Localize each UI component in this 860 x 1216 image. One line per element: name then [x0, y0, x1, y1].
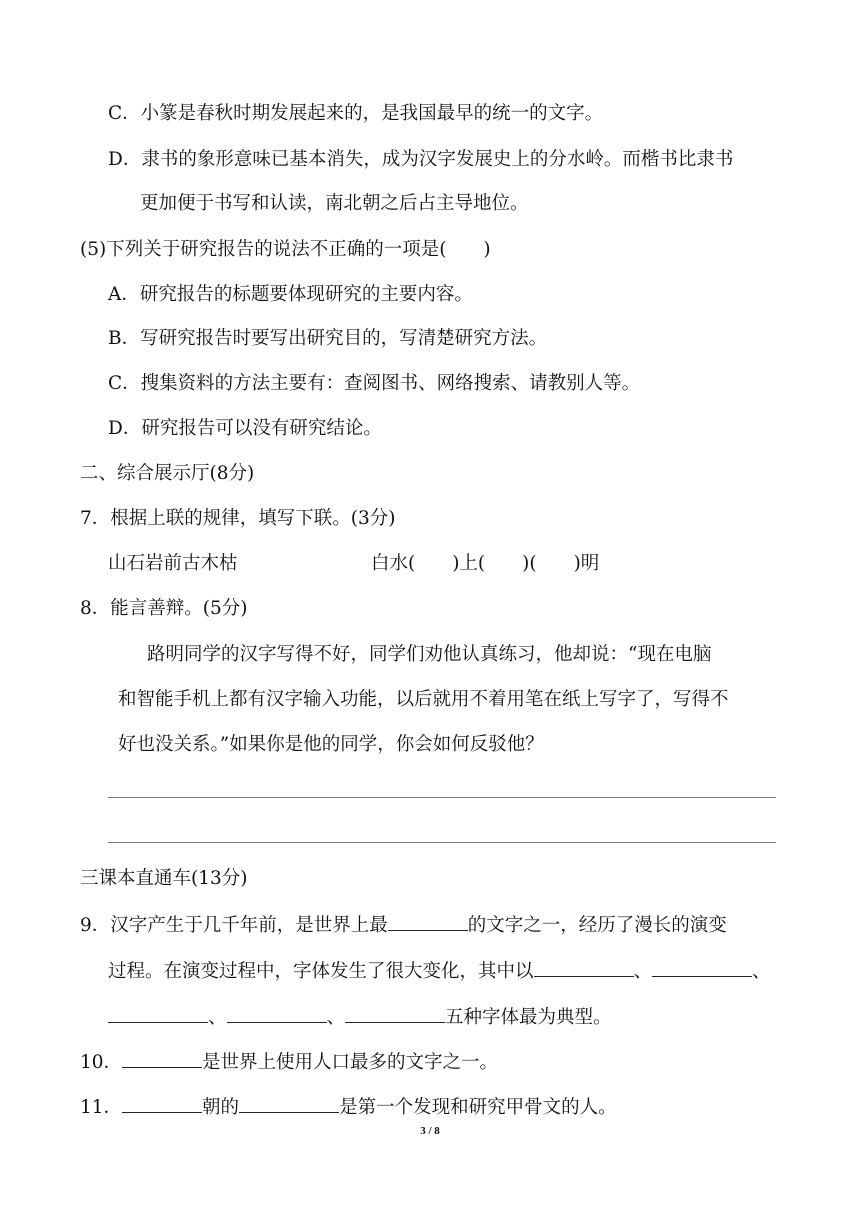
- q9-blank-2[interactable]: [534, 956, 634, 977]
- q9-separator: 、: [752, 961, 771, 982]
- q6-option-d-line2: 更加便于书写和认读，南北朝之后占主导地位。: [140, 193, 529, 214]
- q9-text-end: 五种字体最为典型。: [445, 1007, 612, 1028]
- section-3-title: 三课本直通车(13分): [80, 868, 248, 889]
- q9-text-b: 的文字之一，经历了漫长的演变: [467, 915, 727, 936]
- q6-5-option-a: A．研究报告的标题要体现研究的主要内容。: [108, 284, 473, 305]
- q6-5-option-d: D．研究报告可以没有研究结论。: [108, 418, 382, 439]
- q6-option-d-line1: D．隶书的象形意味已基本消失，成为汉字发展史上的分水岭。而楷书比隶书: [108, 149, 734, 170]
- q9-separator: 、: [208, 1007, 227, 1028]
- q11-blank-1[interactable]: [122, 1092, 202, 1113]
- q9-blank-6[interactable]: [345, 1002, 445, 1023]
- answer-line-2[interactable]: [108, 842, 776, 843]
- section-2-title: 二、综合展示厅(8分): [80, 463, 255, 484]
- q11-text-mid: 朝的: [202, 1097, 240, 1118]
- q6-option-c: C．小篆是春秋时期发展起来的，是我国最早的统一的文字。: [108, 103, 604, 124]
- q6-5-option-b: B．写研究报告时要写出研究目的，写清楚研究方法。: [108, 328, 548, 349]
- q9-line1: [80, 910, 727, 940]
- q9-line2: [108, 956, 771, 986]
- q6-5-option-c: C．搜集资料的方法主要有：查阅图书、网络搜索、请教别人等。: [108, 373, 641, 394]
- q9-blank-3[interactable]: [652, 956, 752, 977]
- q10-blank[interactable]: [122, 1047, 202, 1068]
- q9-blank-5[interactable]: [227, 1002, 327, 1023]
- q10-text: 是世界上使用人口最多的文字之一。: [202, 1052, 499, 1073]
- q7-upper-couplet: 山石岩前古木枯: [108, 553, 238, 574]
- q11-number: 11．: [80, 1097, 123, 1118]
- q8-paragraph-line1: 路明同学的汉字写得不好，同学们劝他认真练习，他却说：“现在电脑: [147, 644, 712, 665]
- q7-lower-couplet: 白水( )上( )( )明: [371, 553, 600, 574]
- page-number: 3 / 8: [420, 1125, 440, 1137]
- q9-separator: 、: [633, 961, 653, 982]
- q9-text-a: 9．汉字产生于几千年前，是世界上最: [80, 915, 388, 936]
- q8-paragraph-line2: 和智能手机上都有汉字输入功能，以后就用不着用笔在纸上写字了，写得不: [118, 689, 729, 710]
- q9-text-c: 过程。在演变过程中，字体发生了很大变化，其中以: [108, 961, 534, 982]
- q8-paragraph-line3: 好也没关系。”如果你是他的同学，你会如何反驳他？: [118, 734, 544, 755]
- q11-text: 是第一个发现和研究甲骨文的人。: [339, 1097, 617, 1118]
- q9-separator: 、: [326, 1007, 346, 1028]
- q10-line: [80, 1047, 498, 1077]
- q6-5-stem: (5)下列关于研究报告的说法不正确的一项是( ): [80, 239, 491, 260]
- q11-blank-2[interactable]: [239, 1092, 339, 1113]
- q9-blank-4[interactable]: [108, 1002, 208, 1023]
- q7-stem: 7．根据上联的规律，填写下联。(3分): [80, 508, 396, 529]
- answer-line-1[interactable]: [108, 797, 776, 798]
- q9-blank-1[interactable]: [388, 910, 468, 931]
- q9-line3: [108, 1002, 612, 1032]
- q10-number: 10．: [80, 1052, 123, 1073]
- q11-line: [80, 1092, 617, 1122]
- q8-stem: 8．能言善辩。(5分): [80, 598, 248, 619]
